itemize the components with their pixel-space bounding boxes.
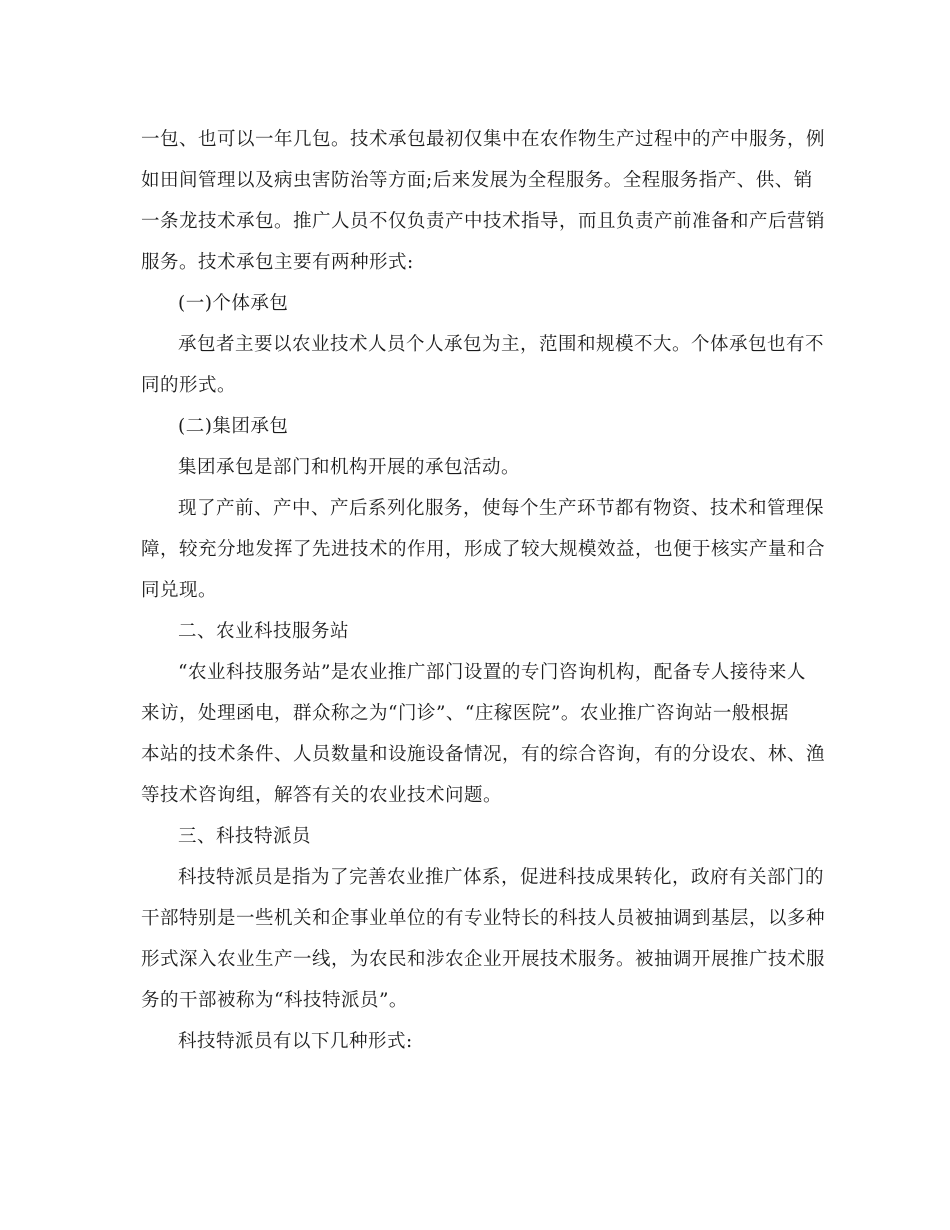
paragraph-line: 形式深入农业生产一线，为农民和涉农企业开展技术服务。被抽调开展推广技术服: [141, 949, 826, 970]
paragraph-line: 一条龙技术承包。推广人员不仅负责产中技术指导，而且负责产前准备和产后营销: [141, 211, 826, 232]
paragraph-line: “农业科技服务站”是农业推广部门设置的专门咨询机构，配备专人接待来人: [178, 662, 806, 683]
paragraph-line: 服务。技术承包主要有两种形式:: [141, 252, 414, 273]
paragraph-line: 科技特派员有以下几种形式:: [178, 1031, 413, 1052]
section-heading: 三、科技特派员: [178, 826, 312, 847]
paragraph-line: 干部特别是一些机关和企事业单位的有专业特长的科技人员被抽调到基层，以多种: [141, 908, 826, 929]
paragraph-line: 来访，处理函电，群众称之为“门诊”、“庄稼医院”。农业推广咨询站一般根据: [141, 703, 789, 724]
paragraph-line: 集团承包是部门和机构开展的承包活动。: [178, 457, 521, 478]
paragraph-line: 如田间管理以及病虫害防治等方面;后来发展为全程服务。全程服务指产、供、销: [141, 170, 813, 191]
paragraph-line: 障，较充分地发挥了先进技术的作用，形成了较大规模效益，也便于核实产量和合: [141, 539, 826, 560]
paragraph-line: 现了产前、产中、产后系列化服务，使每个生产环节都有物资、技术和管理保: [178, 498, 825, 519]
paragraph-line: 务的干部被称为“科技特派员”。: [141, 990, 408, 1011]
paragraph-line: 同的形式。: [141, 375, 237, 396]
section-heading: (一)个体承包: [178, 293, 289, 314]
paragraph-line: 同兑现。: [141, 580, 218, 601]
paragraph-line: 一包、也可以一年几包。技术承包最初仅集中在农作物生产过程中的产中服务，例: [141, 129, 826, 150]
paragraph-line: 科技特派员是指为了完善农业推广体系，促进科技成果转化，政府有关部门的: [178, 867, 825, 888]
paragraph-line: 本站的技术条件、人员数量和设施设备情况，有的综合咨询，有的分设农、林、渔: [141, 744, 826, 765]
paragraph-line: 承包者主要以农业技术人员个人承包为主，范围和规模不大。个体承包也有不: [178, 334, 825, 355]
paragraph-line: 等技术咨询组，解答有关的农业技术问题。: [141, 785, 503, 806]
section-heading: (二)集团承包: [178, 416, 289, 437]
section-heading: 二、农业科技服务站: [178, 621, 350, 642]
